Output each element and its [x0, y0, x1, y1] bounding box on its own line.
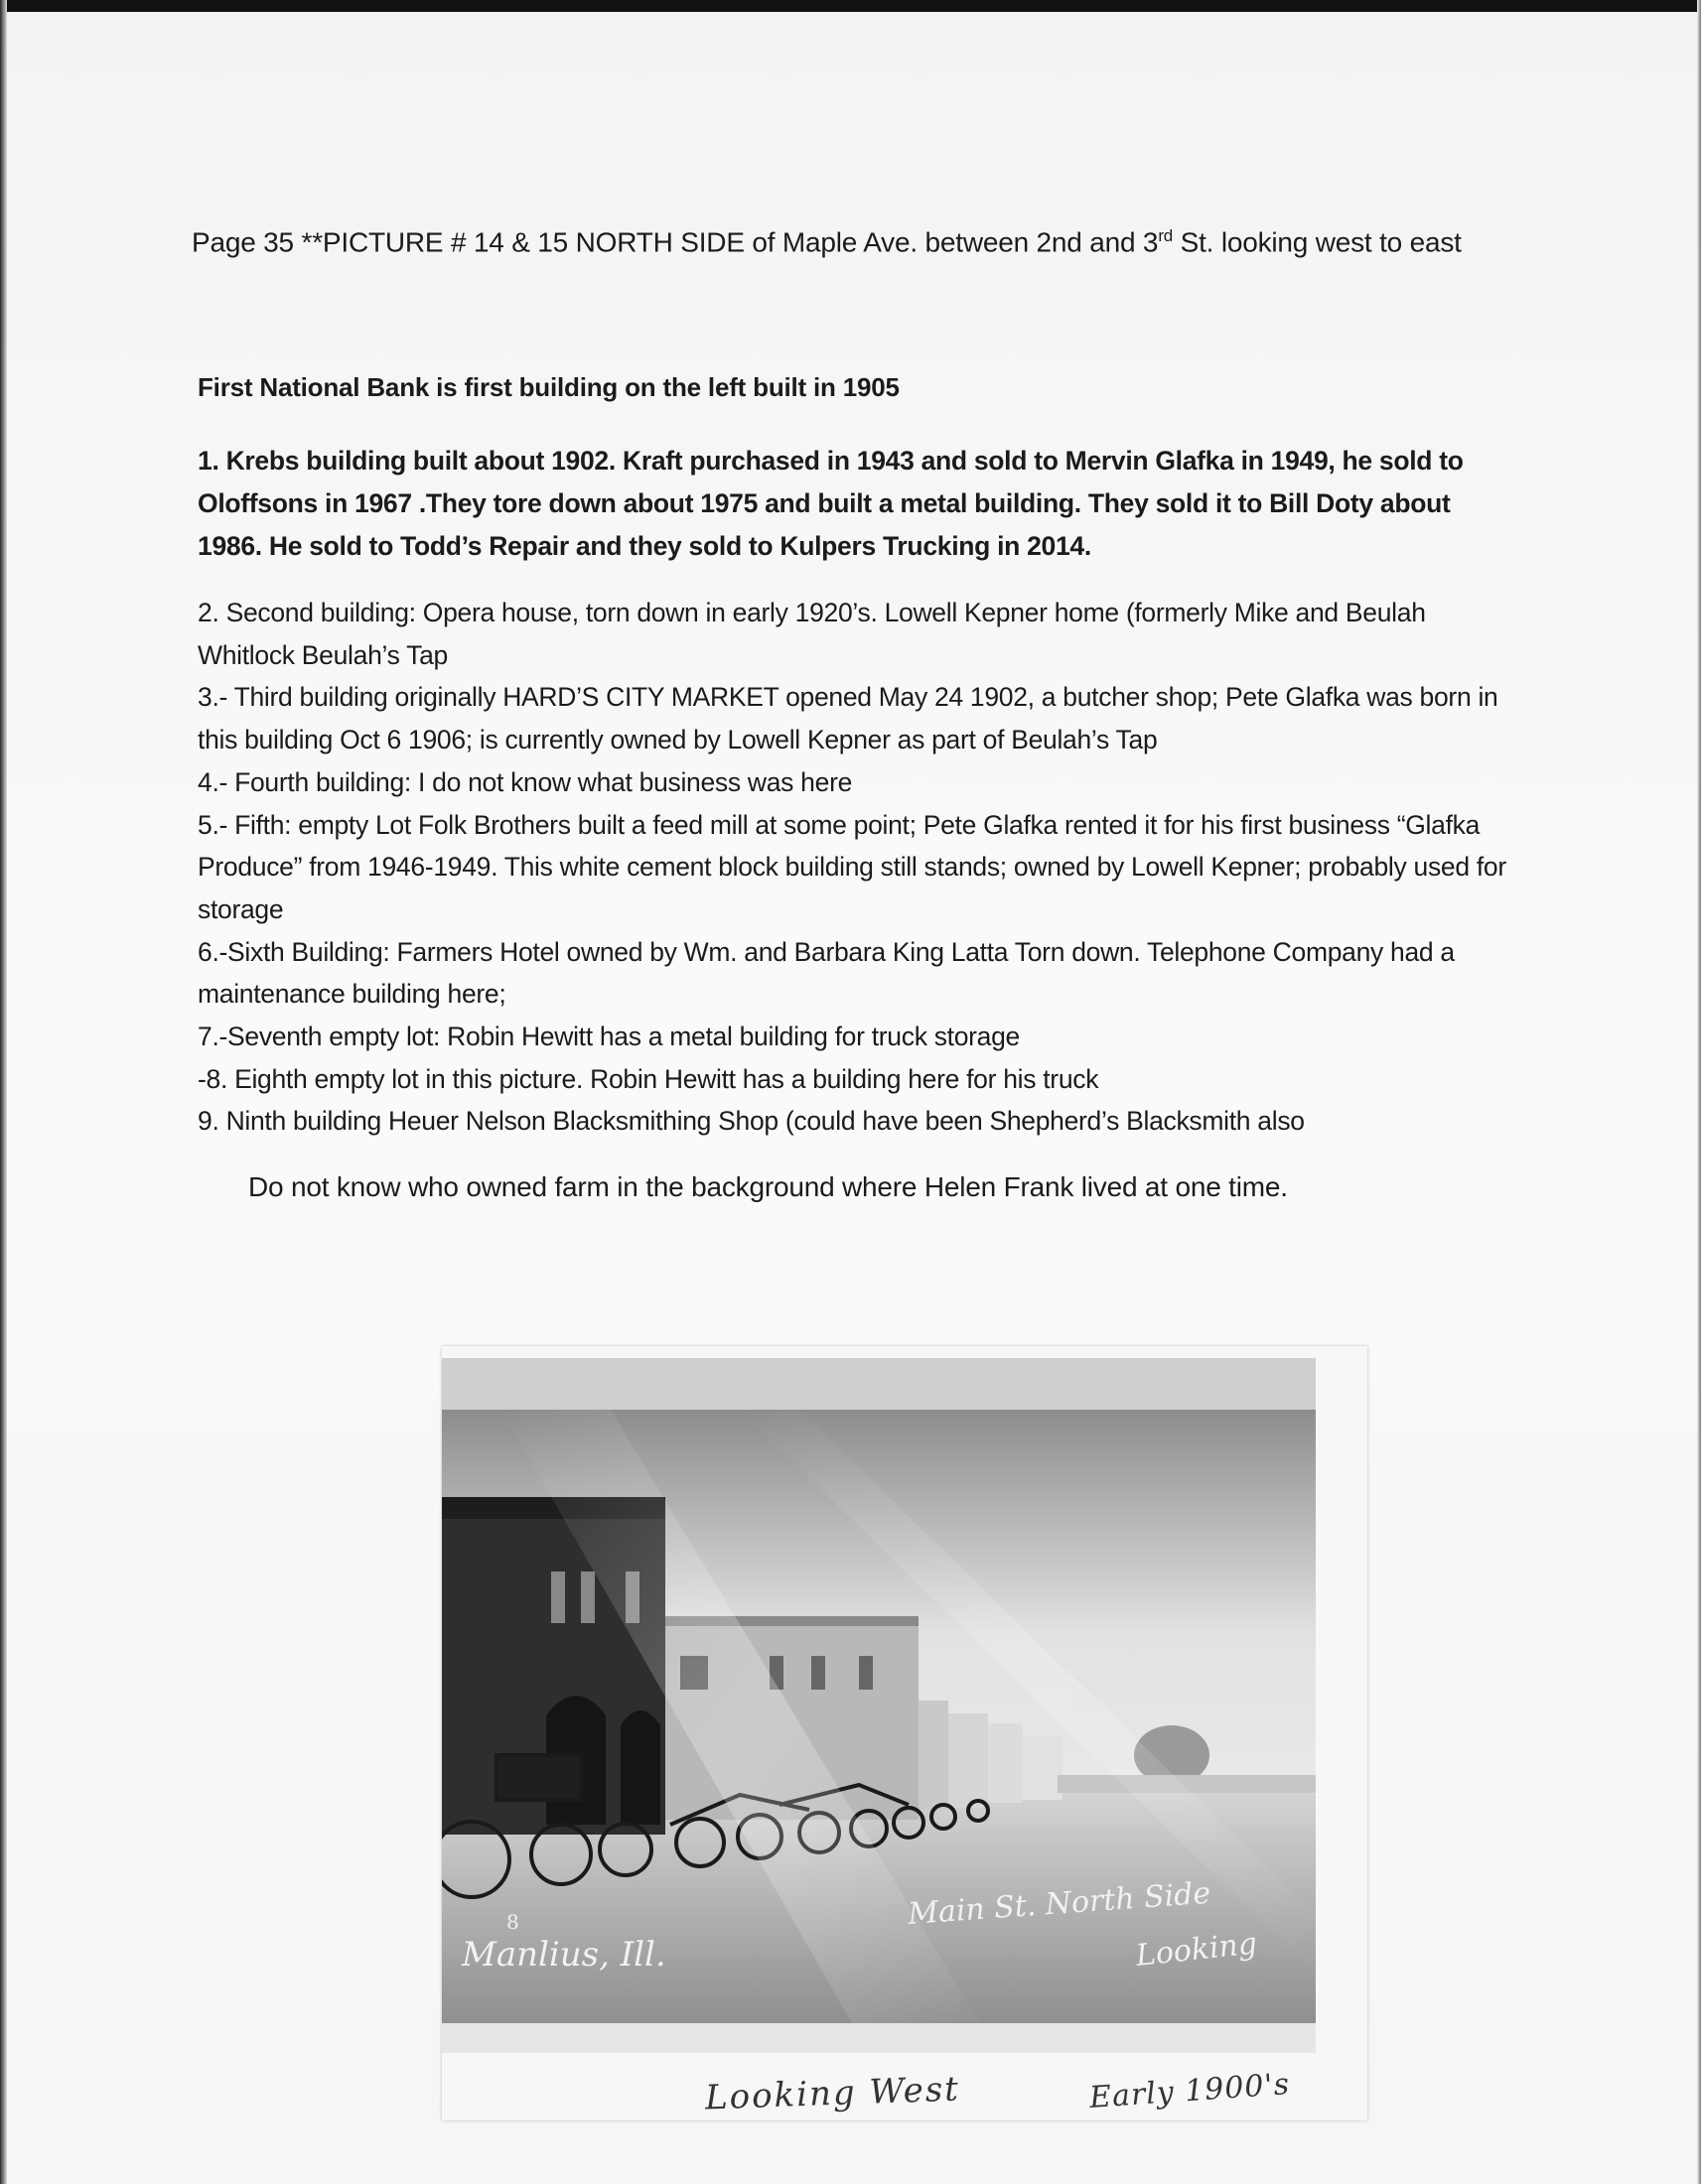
- photo-inscription-town: Manlius, Ill.: [462, 1935, 666, 1975]
- list-item: 2. Second building: Opera house, torn down in early 1920’s. Lowell Kepner home (formerly Mike and Beulah Whitlock Beulah’s Tap: [198, 598, 1426, 670]
- document-page: [7, 12, 1697, 2184]
- photo-inscription-street: Main St. North Side: [907, 1875, 1212, 1932]
- list-item: 5.- Fifth: empty Lot Folk Brothers built a feed mill at some point; Pete Glafka rented it for his first business “Glafka Produce” from 1946-1949. This white cement block building still stands; owned by Lowell Kepner; probably used for storage: [198, 809, 1506, 924]
- historic-photo-card: [442, 1346, 1367, 2120]
- list-item: 7.-Seventh empty lot: Robin Hewitt has a metal building for truck storage: [198, 1022, 1020, 1052]
- list-item: 9. Ninth building Heuer Nelson Blacksmithing Shop (could have been Shepherd’s Blacksmith also: [198, 1106, 1305, 1137]
- header-suffix: St. looking west to east: [1173, 226, 1462, 258]
- photo-inscription-looking: Looking: [1134, 1926, 1259, 1974]
- list-item: -8. Eighth empty lot in this picture. Robin Hewitt has a building here for his truck: [198, 1063, 1099, 1094]
- scan-right-edge: [1697, 0, 1701, 2184]
- handwritten-caption-left: Looking West: [704, 2069, 961, 2118]
- bank-line: First National Bank is first building on the left built in 1905: [198, 372, 900, 402]
- list-item: 6.-Sixth Building: Farmers Hotel owned by Wm. and Barbara King Latta Torn down. Telephone Company had a maintenance building here;: [198, 936, 1455, 1010]
- scan-left-edge: [0, 0, 7, 2184]
- list-item: 4.- Fourth building: I do not know what business was here: [198, 766, 853, 797]
- item-1-paragraph: 1. Krebs building built about 1902. Kraft purchased in 1943 and sold to Mervin Glafka in 1949, he sold to Oloffsons in 1967 .They tore down about 1975 and built a metal building. They sold it to Bill Doty about 1986. He sold to Todd’s Repair and they sold to Kulpers Trucking in 2014.: [198, 446, 1464, 561]
- page-header: [192, 226, 1512, 258]
- building-list: [198, 592, 1518, 1143]
- photo-top-strip: [442, 1358, 1316, 1410]
- handwritten-caption-right: Early 1900's: [1088, 2066, 1292, 2116]
- farm-note: Do not know who owned farm in the background where Helen Frank lived at one time.: [248, 1171, 1288, 1202]
- scan-top-border: [0, 0, 1701, 12]
- list-item: 3.- Third building originally HARD’S CITY MARKET opened May 24 1902, a butcher shop; Pete Glafka was born in this building Oct 6 1906; is currently owned by Lowell Kepner as part of Beulah’s Tap: [198, 682, 1498, 755]
- photo-inscription-number: 8: [506, 1910, 519, 1934]
- header-prefix: Page 35 **PICTURE # 14 & 15 NORTH SIDE of Maple Ave. between 2nd and 3: [192, 226, 1159, 258]
- street-photo: [442, 1358, 1316, 2053]
- header-superscript: rd: [1158, 226, 1174, 245]
